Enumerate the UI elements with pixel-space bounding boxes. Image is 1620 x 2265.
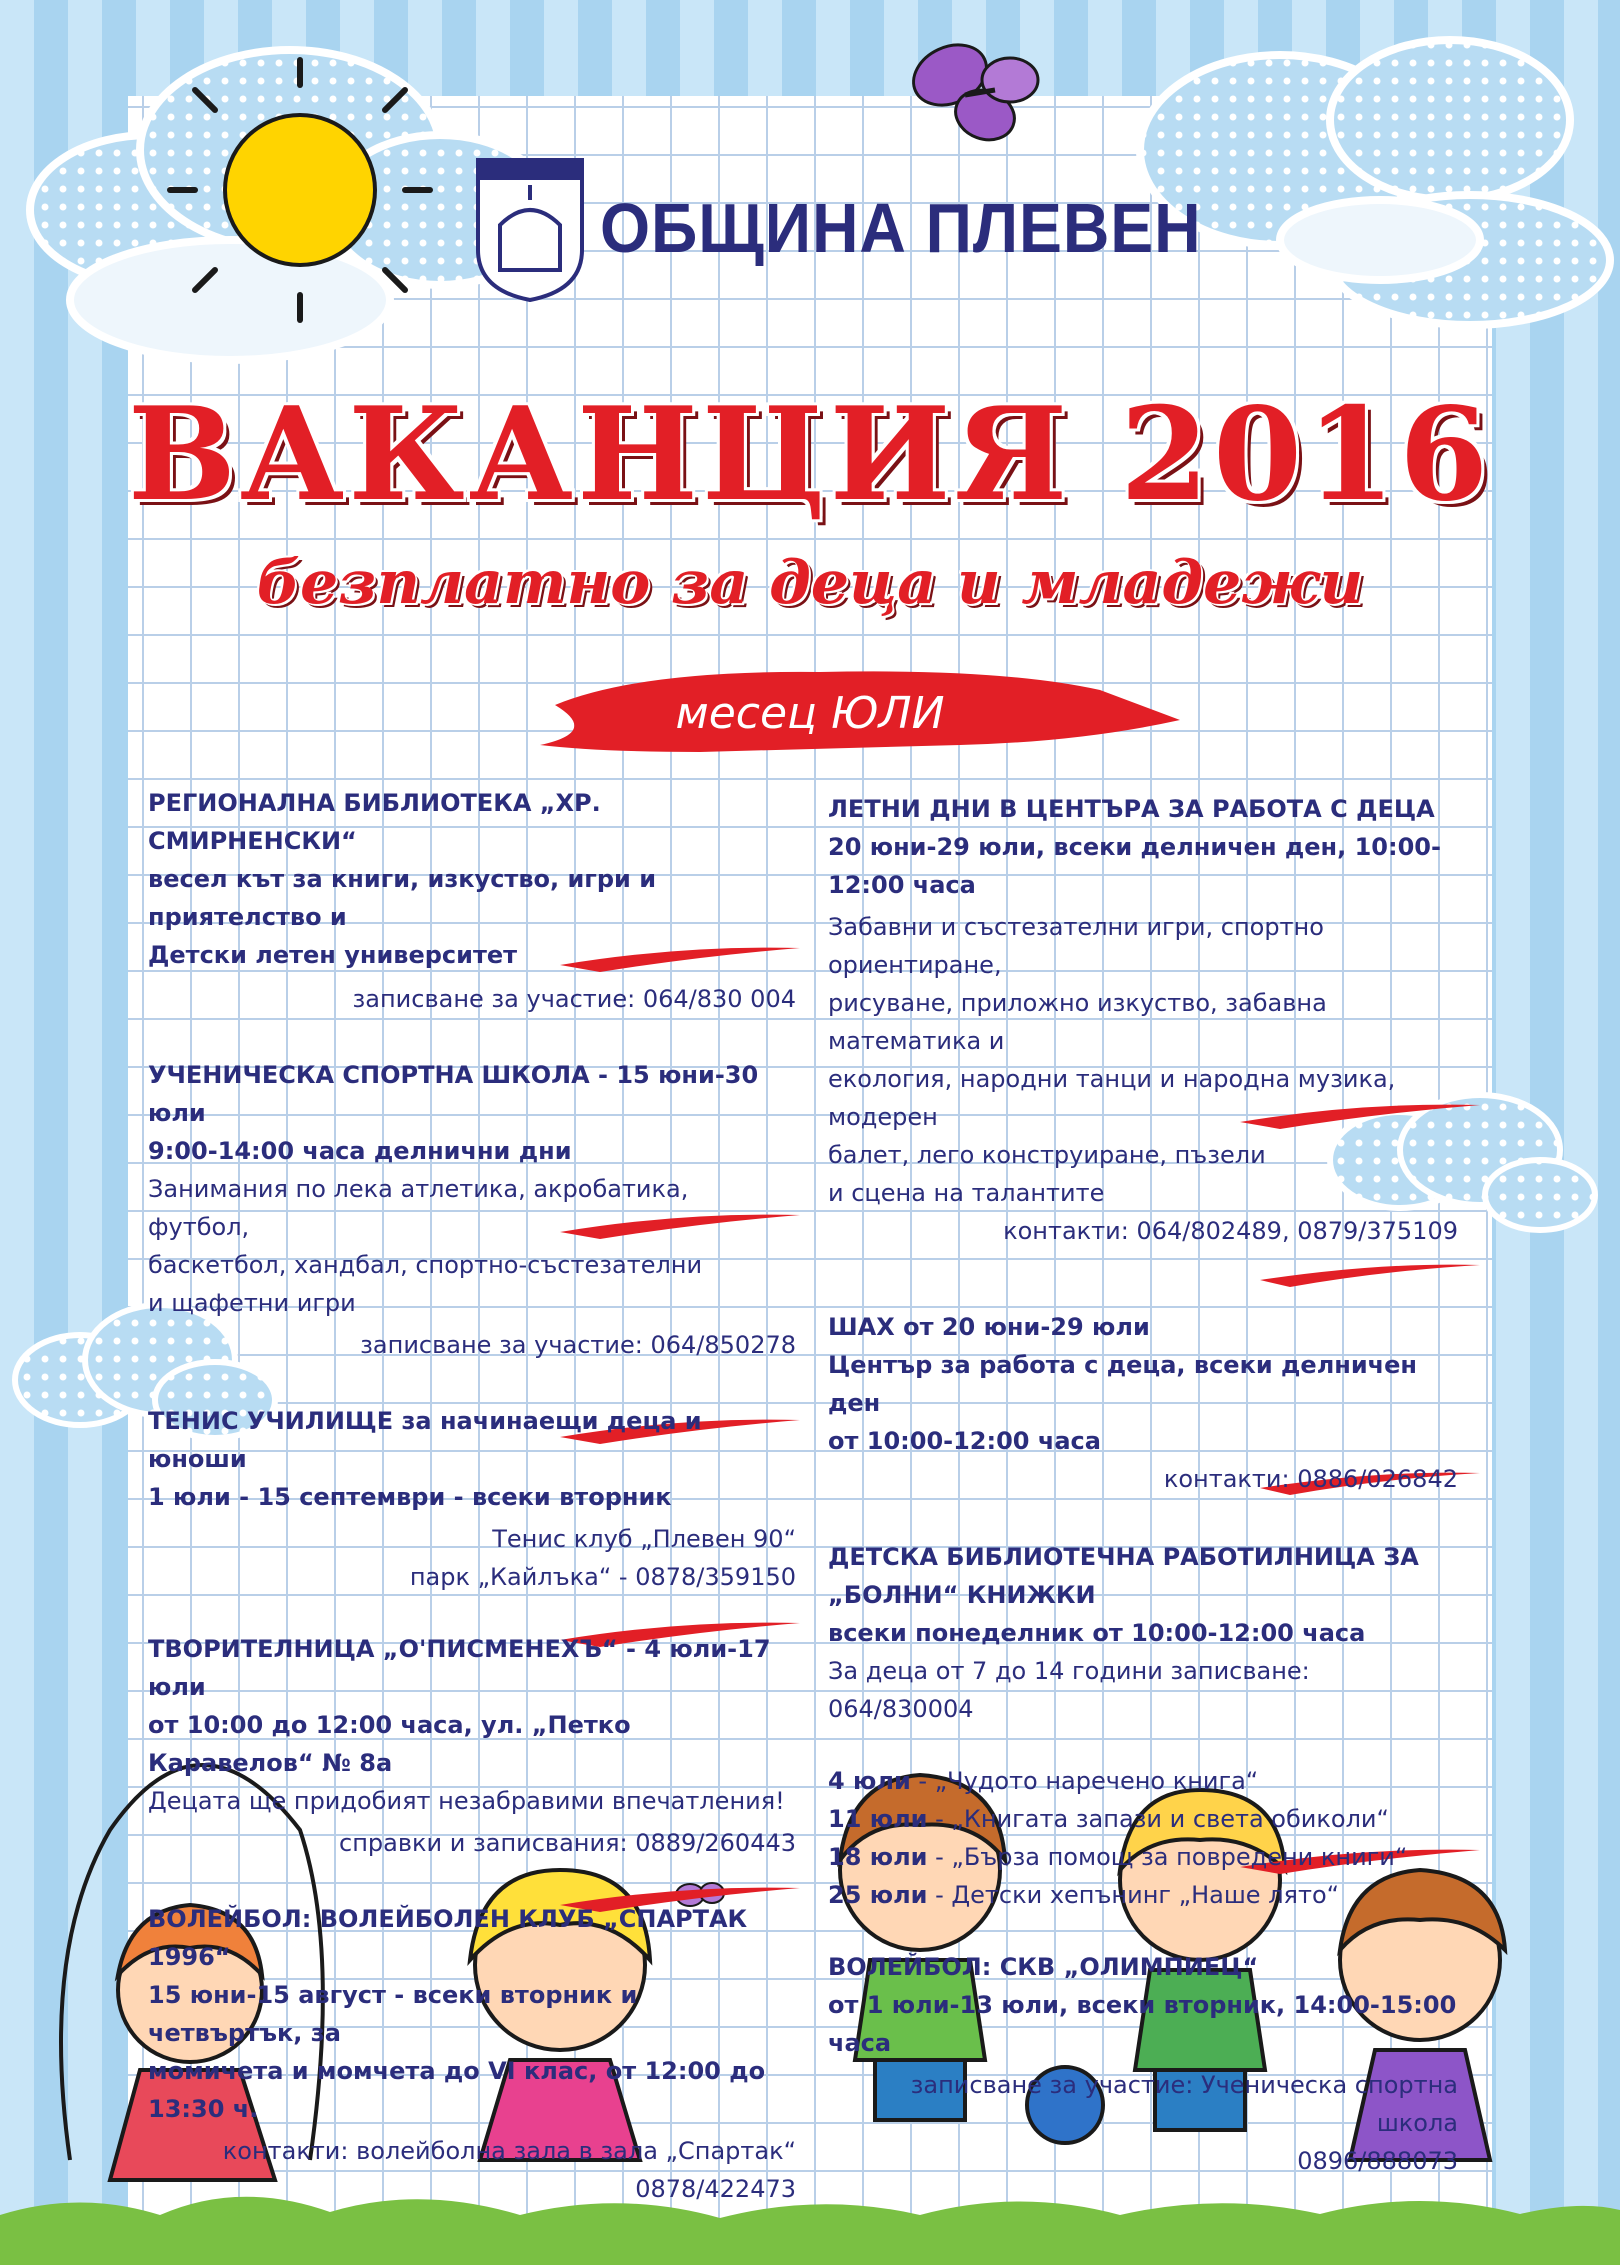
volleyball-spartak-contact-2: 0878/422473 (635, 2175, 796, 2203)
municipality-title: ОБЩИНА ПЛЕВЕН (600, 189, 1202, 267)
event-date: 4 юли (828, 1767, 911, 1795)
summer-days-line-5: балет, лего конструиране, пъзели (828, 1141, 1266, 1169)
book-workshop-line-2: За деца от 7 до 14 години записване: 064/830004 (828, 1657, 1310, 1723)
event-text: - „Бърза помощ за повредени книги“ (927, 1843, 1408, 1871)
left-column (148, 784, 796, 2208)
chess-title: ШАХ от 20 юни-29 юли (828, 1313, 1150, 1341)
event-text: - „Книгата запази и света обиколи“ (927, 1805, 1389, 1833)
event-date: 18 юли (828, 1843, 928, 1871)
library-line-1: весел кът за книги, изкуство, игри и приятелство и (148, 865, 657, 931)
library-line-2: Детски летен университет (148, 941, 518, 969)
book-workshop-title-2: „БОЛНИ“ КНИЖКИ (828, 1581, 1096, 1609)
chess-contact: контакти: 0886/026842 (1163, 1465, 1458, 1493)
tennis-contact-2: парк „Кайлъка“ - 0878/359150 (409, 1563, 796, 1591)
book-workshop-title-1: ДЕТСКА БИБЛИОТЕЧНА РАБОТИЛНИЦА ЗА (828, 1543, 1419, 1571)
event-text: - „Чудото наречено книга“ (910, 1767, 1259, 1795)
event-date: 25 юли (828, 1881, 928, 1909)
summer-days-title: ЛЕТНИ ДНИ В ЦЕНТЪРА ЗА РАБОТА С ДЕЦА (828, 795, 1435, 823)
summer-days-block (828, 790, 1458, 1250)
creative-title: ТВОРИТЕЛНИЦА „О'ПИСМЕНЕХЪ“ - 4 юли-17 юли (148, 1635, 771, 1701)
workshop-event (828, 1838, 1458, 1876)
chess-block (828, 1308, 1458, 1498)
volleyball-spartak-line-2: момичета и момчета до VI клас, от 12:00 до 13:30 ч. (148, 2057, 766, 2123)
tennis-line-1: 1 юли - 15 септември - всеки вторник (148, 1483, 672, 1511)
tennis-block (148, 1402, 796, 1596)
workshop-events (828, 1762, 1458, 1914)
library-block (148, 784, 796, 1018)
volleyball-olimpiets-block (828, 1948, 1458, 2180)
event-text: - Детски хепънинг „Наше лято“ (927, 1881, 1340, 1909)
library-title: РЕГИОНАЛНА БИБЛИОТЕКА „ХР. СМИРНЕНСКИ“ (148, 789, 601, 855)
chess-line-2: от 10:00-12:00 часа (828, 1427, 1101, 1455)
library-contact: записване за участие: 064/830 004 (352, 985, 796, 1013)
chess-line-1: Център за работа с деца, всеки делничен ден (828, 1351, 1418, 1417)
page-subtitle: безплатно за деца и младежи (256, 548, 1364, 618)
volleyball-olimpiets-line-1: от 1 юли-13 юли, всеки вторник, 14:00-15:00 часа (828, 1991, 1457, 2057)
summer-days-line-3: рисуване, приложно изкуство, забавна математика и (828, 989, 1327, 1055)
month-label: месец ЮЛИ (675, 688, 945, 739)
sports-school-line-1: 9:00-14:00 часа делнични дни (148, 1137, 572, 1165)
tennis-title: ТЕНИС УЧИЛИЩЕ за начинаещи деца и юноши (148, 1407, 702, 1473)
creative-line-2: Децата ще придобият незабравими впечатления! (148, 1787, 785, 1815)
sports-school-contact: записване за участие: 064/850278 (360, 1331, 796, 1359)
summer-days-contact: контакти: 064/802489, 0879/375109 (1003, 1217, 1458, 1245)
creative-contact: справки и записвания: 0889/260443 (339, 1829, 796, 1857)
sports-school-line-4: и щафетни игри (148, 1289, 356, 1317)
volleyball-olimpiets-contact-2: 0896/888073 (1297, 2147, 1458, 2175)
book-workshop-line-1: всеки понеделник от 10:00-12:00 часа (828, 1619, 1366, 1647)
creative-block (148, 1630, 796, 1862)
sports-school-title: УЧЕНИЧЕСКА СПОРТНА ШКОЛА - 15 юни-30 юли (148, 1061, 759, 1127)
sports-school-line-3: баскетбол, хандбал, спортно-състезателни (148, 1251, 703, 1279)
right-column (828, 790, 1458, 2180)
summer-days-line-4: екология, народни танци и народна музика, модерен (828, 1065, 1396, 1131)
workshop-event (828, 1762, 1458, 1800)
volleyball-spartak-title: ВОЛЕЙБОЛ: ВОЛЕЙБОЛЕН КЛУБ „СПАРТАК 1996“ (148, 1905, 748, 1971)
volleyball-olimpiets-contact-1: записване за участие: Ученическа спортна школа (910, 2071, 1458, 2137)
event-date: 11 юли (828, 1805, 928, 1833)
workshop-event (828, 1800, 1458, 1838)
creative-line-1: от 10:00 до 12:00 часа, ул. „Петко Каравелов“ № 8а (148, 1711, 631, 1777)
volleyball-olimpiets-title: ВОЛЕЙБОЛ: СКВ „ОЛИМПИЕЦ“ (828, 1953, 1259, 1981)
sports-school-line-2: Занимания по лека атлетика, акробатика, футбол, (148, 1175, 689, 1241)
page-title: ВАКАНЦИЯ 2016 (127, 380, 1493, 530)
volleyball-spartak-block (148, 1900, 796, 2208)
sports-school-block (148, 1056, 796, 1364)
workshop-event (828, 1876, 1458, 1914)
summer-days-line-1: 20 юни-29 юли, всеки делничен ден, 10:00-12:00 часа (828, 833, 1441, 899)
summer-days-line-6: и сцена на талантите (828, 1179, 1105, 1207)
book-workshop-block (828, 1538, 1458, 1914)
volleyball-spartak-line-1: 15 юни-15 август - всеки вторник и четвъртък, за (148, 1981, 638, 2047)
volleyball-spartak-contact-1: контакти: волейболна зала в зала „Спартак“ (222, 2137, 796, 2165)
summer-days-line-2: Забавни и състезателни игри, спортно ориентиране, (828, 913, 1324, 979)
tennis-contact-1: Тенис клуб „Плевен 90“ (492, 1525, 796, 1553)
